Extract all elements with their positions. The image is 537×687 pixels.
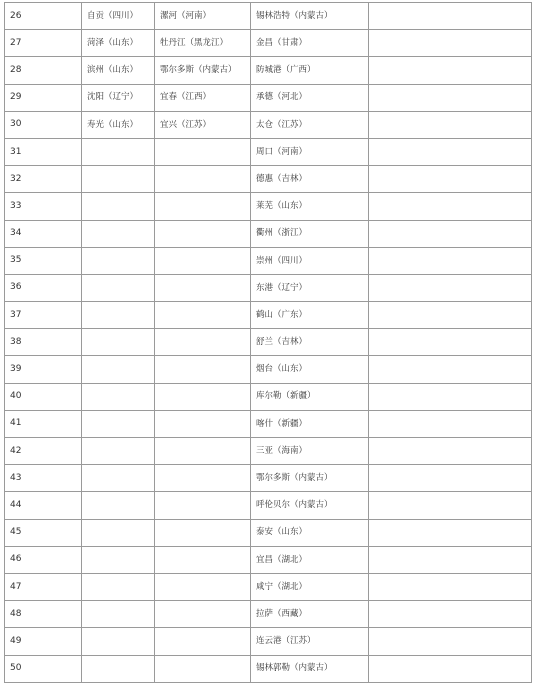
- city-cell: [82, 410, 155, 437]
- city-cell: [155, 220, 251, 247]
- table-row: [5, 628, 532, 655]
- table-row: [5, 573, 532, 600]
- city-cell: [82, 438, 155, 465]
- city-cell: 烟台（山东）: [251, 356, 369, 383]
- city-cell: 宜兴（江苏）: [155, 111, 251, 138]
- city-cell: [369, 655, 532, 682]
- city-cell: [369, 3, 532, 30]
- city-cell: [82, 601, 155, 628]
- city-cell: [82, 166, 155, 193]
- rank-cell: 50: [5, 655, 82, 682]
- city-cell: [155, 655, 251, 682]
- city-cell: [155, 465, 251, 492]
- table-row: [5, 410, 532, 437]
- city-cell: [155, 274, 251, 301]
- city-cell: [82, 628, 155, 655]
- table-row: [5, 465, 532, 492]
- city-cell: [369, 438, 532, 465]
- city-cell: 防城港（广西）: [251, 57, 369, 84]
- table-row: [5, 193, 532, 220]
- city-cell: [369, 573, 532, 600]
- table-row: [5, 356, 532, 383]
- city-cell: 漯河（河南）: [155, 3, 251, 30]
- city-cell: 鹤山（广东）: [251, 302, 369, 329]
- city-cell: 鄂尔多斯（内蒙古）: [155, 57, 251, 84]
- city-cell: 承德（河北）: [251, 84, 369, 111]
- city-cell: [82, 193, 155, 220]
- city-cell: [369, 166, 532, 193]
- city-cell: [82, 274, 155, 301]
- city-cell: 鄂尔多斯（内蒙古）: [251, 465, 369, 492]
- table-row: [5, 519, 532, 546]
- rank-cell: 28: [5, 57, 82, 84]
- city-cell: [369, 601, 532, 628]
- city-cell: [82, 247, 155, 274]
- table-row: [5, 329, 532, 356]
- city-cell: [369, 329, 532, 356]
- rank-cell: 47: [5, 573, 82, 600]
- city-cell: 喀什（新疆）: [251, 410, 369, 437]
- city-cell: [369, 57, 532, 84]
- city-cell: [82, 329, 155, 356]
- city-cell: 泰安（山东）: [251, 519, 369, 546]
- city-cell: [82, 492, 155, 519]
- city-cell: [82, 655, 155, 682]
- city-cell: [82, 302, 155, 329]
- city-ranking-table-container: [4, 2, 531, 683]
- city-cell: 锡林郭勒（内蒙古）: [251, 655, 369, 682]
- city-cell: [369, 247, 532, 274]
- rank-cell: 36: [5, 274, 82, 301]
- table-row: [5, 247, 532, 274]
- city-cell: [155, 410, 251, 437]
- table-row: [5, 383, 532, 410]
- city-cell: 菏泽（山东）: [82, 30, 155, 57]
- city-cell: [369, 302, 532, 329]
- city-cell: 德惠（吉林）: [251, 166, 369, 193]
- city-cell: 周口（河南）: [251, 138, 369, 165]
- rank-cell: 37: [5, 302, 82, 329]
- rank-cell: 32: [5, 166, 82, 193]
- rank-cell: 44: [5, 492, 82, 519]
- city-cell: [369, 220, 532, 247]
- city-cell: [155, 438, 251, 465]
- city-cell: 自贡（四川）: [82, 3, 155, 30]
- city-cell: 滨州（山东）: [82, 57, 155, 84]
- city-cell: [155, 628, 251, 655]
- city-cell: 寿光（山东）: [82, 111, 155, 138]
- city-cell: 太仓（江苏）: [251, 111, 369, 138]
- table-row: [5, 274, 532, 301]
- city-cell: 崇州（四川）: [251, 247, 369, 274]
- city-cell: [82, 220, 155, 247]
- table-row: [5, 546, 532, 573]
- city-cell: 三亚（海南）: [251, 438, 369, 465]
- city-cell: [155, 383, 251, 410]
- table-row: [5, 220, 532, 247]
- city-ranking-table: [4, 2, 532, 683]
- city-cell: [369, 383, 532, 410]
- table-row: [5, 3, 532, 30]
- rank-cell: 38: [5, 329, 82, 356]
- rank-cell: 35: [5, 247, 82, 274]
- city-cell: [155, 356, 251, 383]
- city-cell: 锡林浩特（内蒙古）: [251, 3, 369, 30]
- city-cell: [155, 573, 251, 600]
- city-cell: [155, 193, 251, 220]
- rank-cell: 40: [5, 383, 82, 410]
- city-cell: [369, 465, 532, 492]
- city-cell: [155, 329, 251, 356]
- city-cell: [369, 193, 532, 220]
- rank-cell: 43: [5, 465, 82, 492]
- city-cell: [369, 356, 532, 383]
- city-cell: [369, 546, 532, 573]
- rank-cell: 46: [5, 546, 82, 573]
- table-row: [5, 30, 532, 57]
- rank-cell: 41: [5, 410, 82, 437]
- city-cell: [369, 111, 532, 138]
- rank-cell: 34: [5, 220, 82, 247]
- city-cell: [82, 546, 155, 573]
- table-row: [5, 438, 532, 465]
- rank-cell: 33: [5, 193, 82, 220]
- city-cell: 金昌（甘肃）: [251, 30, 369, 57]
- rank-cell: 30: [5, 111, 82, 138]
- city-cell: 拉萨（西藏）: [251, 601, 369, 628]
- rank-cell: 42: [5, 438, 82, 465]
- city-cell: [82, 138, 155, 165]
- city-cell: [82, 573, 155, 600]
- city-cell: 牡丹江（黑龙江）: [155, 30, 251, 57]
- city-cell: [155, 492, 251, 519]
- city-cell: 舒兰（吉林）: [251, 329, 369, 356]
- table-row: [5, 302, 532, 329]
- city-cell: 衢州（浙江）: [251, 220, 369, 247]
- city-cell: 库尔勒（新疆）: [251, 383, 369, 410]
- city-cell: 宜昌（湖北）: [251, 546, 369, 573]
- city-cell: 莱芜（山东）: [251, 193, 369, 220]
- city-cell: [155, 247, 251, 274]
- city-cell: [82, 356, 155, 383]
- city-cell: [369, 138, 532, 165]
- rank-cell: 48: [5, 601, 82, 628]
- city-cell: [155, 546, 251, 573]
- city-cell: 宜春（江西）: [155, 84, 251, 111]
- city-cell: [155, 519, 251, 546]
- table-row: [5, 492, 532, 519]
- table-row: [5, 111, 532, 138]
- city-cell: [155, 601, 251, 628]
- city-cell: [369, 519, 532, 546]
- city-cell: [369, 84, 532, 111]
- city-cell: [369, 274, 532, 301]
- city-cell: [155, 302, 251, 329]
- city-cell: [82, 383, 155, 410]
- table-row: [5, 138, 532, 165]
- table-body: [5, 3, 532, 683]
- city-cell: 沈阳（辽宁）: [82, 84, 155, 111]
- rank-cell: 45: [5, 519, 82, 546]
- table-row: [5, 655, 532, 682]
- city-cell: [369, 30, 532, 57]
- city-cell: 东港（辽宁）: [251, 274, 369, 301]
- rank-cell: 27: [5, 30, 82, 57]
- city-cell: [82, 519, 155, 546]
- city-cell: 呼伦贝尔（内蒙古）: [251, 492, 369, 519]
- city-cell: [369, 492, 532, 519]
- city-cell: [155, 166, 251, 193]
- table-row: [5, 57, 532, 84]
- rank-cell: 49: [5, 628, 82, 655]
- rank-cell: 39: [5, 356, 82, 383]
- city-cell: [155, 138, 251, 165]
- city-cell: 咸宁（湖北）: [251, 573, 369, 600]
- table-row: [5, 84, 532, 111]
- rank-cell: 29: [5, 84, 82, 111]
- rank-cell: 26: [5, 3, 82, 30]
- table-row: [5, 601, 532, 628]
- rank-cell: 31: [5, 138, 82, 165]
- city-cell: [369, 410, 532, 437]
- city-cell: 连云港（江苏）: [251, 628, 369, 655]
- city-cell: [82, 465, 155, 492]
- city-cell: [369, 628, 532, 655]
- table-row: [5, 166, 532, 193]
